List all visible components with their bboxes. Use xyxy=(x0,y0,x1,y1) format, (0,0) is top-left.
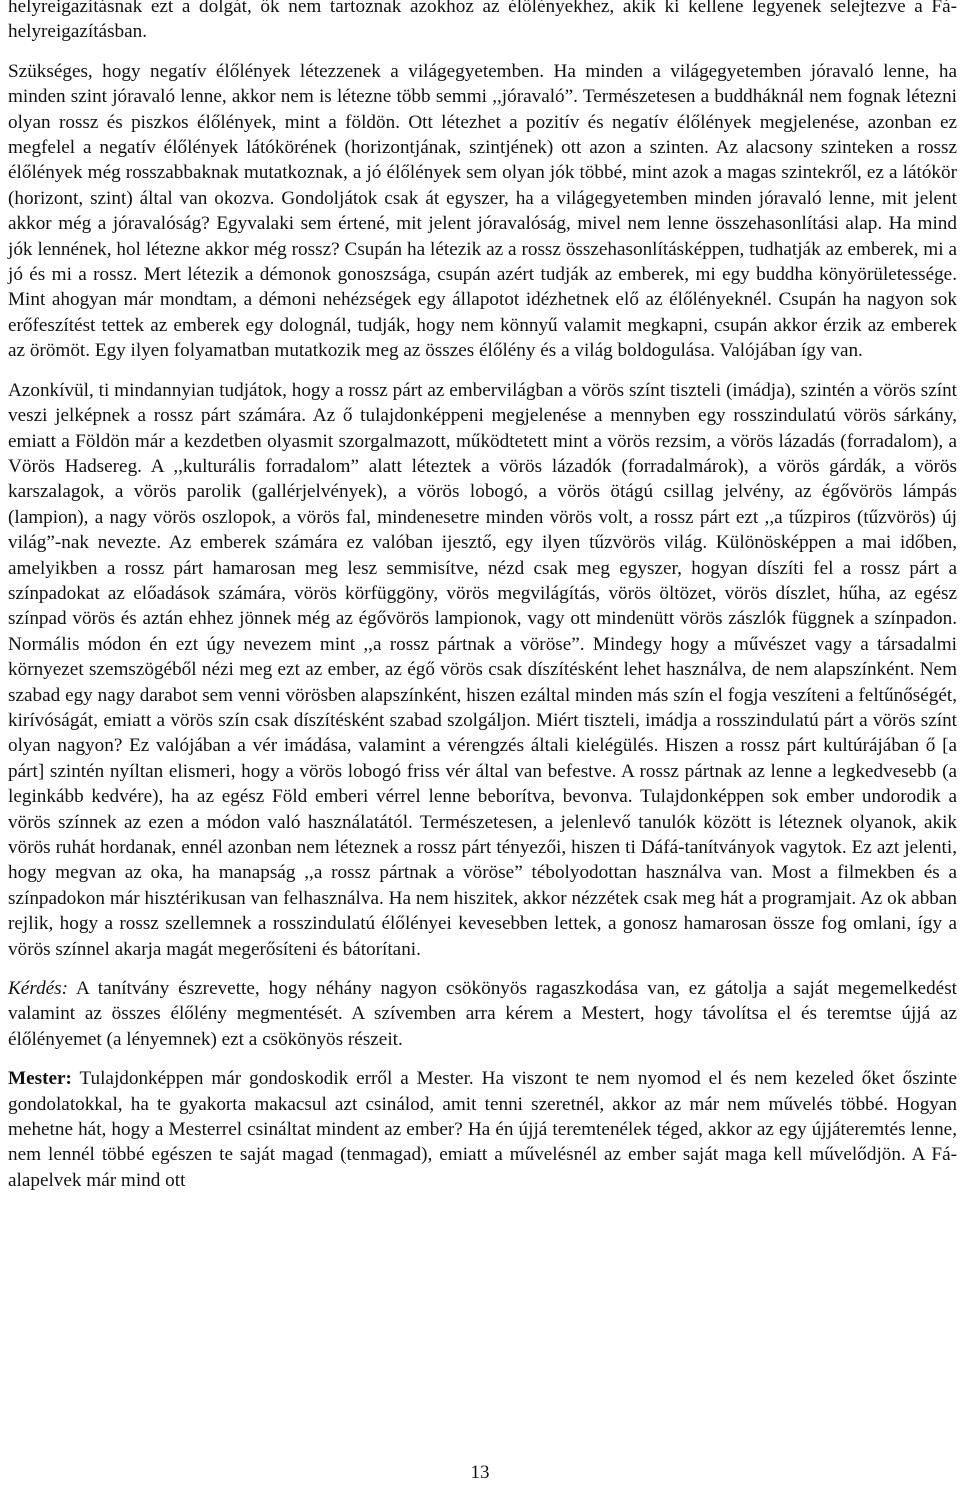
answer-label: Mester: xyxy=(8,1068,72,1090)
paragraph-negative-beings: Szükséges, hogy negatív élőlények létezzenek a világegyetemben. Ha minden a világegyetemben jóravaló lenne, ha minden szint jóravaló lenne, akkor nem is létezne több semmi ,,jóravaló”. Természetesen a buddháknál nem fognak létezni olyan rossz és piszkos élőlények, mint a földön. Ott létezhet a pozitív és negatív élőlények megjelenése, azonban ez megfelel a negatív élőlények látókörének (horizontjának, szintjének) ott azon a szinten. Az alacsony szinteken a rossz élőlények még rosszabbaknak mutatkoznak, a jó élőlények sem olyan jók többé, mint azok a magas szintekről, ez a látókör (horizont, szint) által van okozva. Gondoljátok csak át egyszer, ha a világegyetemben minden jóravaló lenne, mit jelent akkor még a jóravalóság? Egyvalaki sem értené, mit jelent jóravalóság, mivel nem lenne összehasonlítási alap. Ha mind jók lennének, hol létezne akkor még rossz? Csupán ha létezik az a rossz összehasonlításképpen, tudhatják az emberek, mi a jó és mi a rossz. Mert létezik a démonok gonoszsága, csupán azért tudják az emberek, mi egy buddha könyörületessége. Mint ahogyan már mondtam, a démoni nehézségek egy állapotot idézhetnek elő az élőlényeknél. Csupán ha nagyon sok erőfeszítést tettek az emberek egy dolognál, tudják, hogy nem könnyű valamit megkapni, csupán akkor érzik az emberek az örömöt. Egy ilyen folyamatban mutatkozik meg az összes élőlény és a világ boldogulása. Valójában így van. xyxy=(8,60,957,362)
paragraph-answer xyxy=(8,1066,957,1193)
paragraph-continuation: helyreigazításnak ezt a dolgát, ők nem tartoznak azokhoz az élőlényekhez, akik ki kellene legyenek selejtezve a Fá-helyreigazításban. xyxy=(8,0,957,43)
question-text: A tanítvány észrevette, hogy néhány nagyon csökönyös ragaszkodása van, ez gátolja a saját megemelkedést valamint az összes élőlény megmentését. A szívemben arra kérem a Mestert, hogy távolítsa el és teremtse újjá az élőlényemet (a lényemnek) ezt a csökönyös részeit. xyxy=(8,978,957,1050)
document-page xyxy=(8,0,957,1207)
paragraph-question xyxy=(8,976,957,1052)
page-number: 13 xyxy=(470,1462,490,1483)
answer-text: Tulajdonképpen már gondoskodik erről a Mester. Ha viszont te nem nyomod el és nem kezeled őket őszinte gondolatokkal, ha te gyakorta makacsul azt csinálod, amit tenni szeretnél, akkor az már nem művelés többé. Hogyan mehetne hát, hogy a Mesterrel csináltat mindent az ember? Ha én újjá teremtenélek téged, akkor az egy újjáteremtés lenne, nem lennél többé egészen te saját magad (tenmagad), emiatt a művelésnél az ember saját maga kell művelődjön. A Fá-alapelvek már mind ott xyxy=(8,1068,957,1191)
question-label: Kérdés: xyxy=(8,978,69,1000)
paragraph-red-color: Azonkívül, ti mindannyian tudjátok, hogy a rossz párt az embervilágban a vörös színt tiszteli (imádja), szintén a vörös színt veszi jelképnek a rossz párt számára. Az ő tulajdonképpeni megjelenése a mennyben egy rosszindulatú vörös sárkány, emiatt a Földön már a kezdetben olyasmit szorgalmazott, működtetett mint a vörös rezsim, a vörös lázadás (forradalom), a Vörös Hadsereg. A ,,kulturális forradalom” alatt léteztek a vörös lázadók (forradalmárok), a vörös gárdák, a vörös karszalagok, a vörös parolik (gallérjelvények), a vörös lobogó, a vörös ötágú csillag jelvény, az égővörös lámpás (lampion), a nagy vörös oszlopok, a vörös fal, mindenesetre minden vörös volt, a rossz párt ezt ,,a tűzpiros (tűzvörös) új világ”-nak nevezte. Az emberek számára ez valóban ijesztő, egy ilyen tűzvörös világ. Különösképpen a mai időben, amelyikben a rossz párt hamarosan meg lesz semmisítve, nézd csak meg egyszer, hogyan díszíti fel a rossz párt a színpadokat az előadások számára, vörös körfüggöny, vörös megvilágítás, vörös öltözet, vörös díszlet, hűha, az egész színpad vörös és aztán ehhez jönnek még az égővörös lampionok, vagy ott mindenütt vörös zászlók függnek a színpadon. Normális módon én ezt úgy nevezem mint ,,a rossz pártnak a vöröse”. Mindegy hogy a művészet vagy a társadalmi környezet szemszögéből nézi meg ezt az ember, az égő vörös csak díszítésként lehet használva, de nem alapszínként. Nem szabad egy nagy darabot sem venni vörösben alapszínként, hiszen ezáltal minden más szín el fogja veszíteni a feltűnőségét, kirívóságát, emiatt a vörös szín csak díszítésként szabad szolgáljon. Miért tiszteli, imádja a rosszindulatú párt a vörös színt olyan nagyon? Ez valójában a vér imádása, valamint a vérengzés általi kielégülés. Hiszen a rossz párt kultúrájában ő [a párt] szintén nyíltan elismeri, hogy a vörös lobogó friss vér által van befestve. A rossz pártnak az lenne a legkedvesebb (a leginkább kedvére), ha az egész Föld emberi vérrel lenne beborítva, bevonva. Tulajdonképpen sok ember undorodik a vörös színnek az ezen a módon való használatától. Természetesen, a jelenlevő tanulók között is léteznek olyanok, akik vörös ruhát hordanak, ennél azonban nem léteznek a rossz párt tényezői, hiszen ti Dáfá-tanítványok vagytok. Ez azt jelenti, hogy megvan az oka, ha manapság ,,a rossz pártnak a vöröse” tébolyodottan használva van. Most a filmekben és a színpadokon már hisztérikusan van felhasználva. Ha nem hiszitek, akkor nézzétek csak meg hát a programjait. Az ok abban rejlik, hogy a rossz szellemnek a rosszindulatú élőlényei kevesebben lettek, a gonosz hamarosan össze fog omlani, így a vörös színnel akarja magát megerősíteni és bátorítani. xyxy=(8,379,957,960)
